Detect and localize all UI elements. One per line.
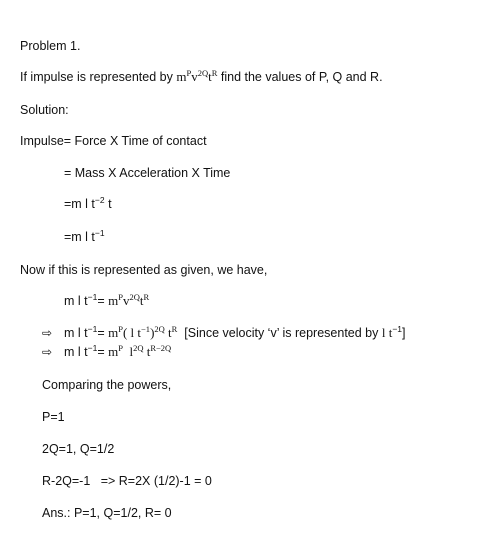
r-result: R-2Q=-1 => R=2X (1/2)-1 = 0 xyxy=(42,474,212,488)
dimension-step-2: =m l $t^{-1}$ xyxy=(64,228,105,244)
mass-acceleration-time: = Mass X Acceleration X Time xyxy=(64,166,231,180)
p-result: P=1 xyxy=(42,410,65,424)
problem-heading: Problem 1. xyxy=(20,39,81,53)
comparing-powers: Comparing the powers, xyxy=(42,378,172,392)
solution-label: Solution: xyxy=(20,103,69,117)
statement-text-after: find the values of P, Q and R. xyxy=(220,70,383,84)
impulse-definition: Impulse= Force X Time of contact xyxy=(20,134,207,148)
now-represented-text: Now if this is represented as given, we have, xyxy=(20,263,268,277)
velocity-note: [Since velocity ‘v’ is represented by l $t^{-1}$] xyxy=(184,324,406,340)
implies-arrow-icon: ⇨ xyxy=(42,326,53,340)
statement-text-before: If impulse is represented by xyxy=(20,70,173,84)
impulse-expression: $m^Pv^{2Q}t^R$ xyxy=(176,68,218,84)
equation-3: ⇨ m l $t^{-1}= m^P$ $l^{2Q}$ $t^{R-2Q}$ xyxy=(42,343,172,359)
equation-1: m l $t^{-1}= m^Pv^{2Q}t^R$ xyxy=(64,292,150,308)
equation-2: ⇨ m l $t^{-1}= m^P$( l $t^{-1})^{2Q}$ $t^R$ [Since velocity ‘v’ is represented by l $t^{-1}$] xyxy=(42,324,406,340)
implies-arrow-icon: ⇨ xyxy=(42,345,53,359)
q-result: 2Q=1, Q=1/2 xyxy=(42,442,115,456)
dimension-step-1: =m l $t^{-2}$ t xyxy=(64,195,112,211)
final-answer: Ans.: P=1, Q=1/2, R= 0 xyxy=(42,506,172,520)
problem-statement xyxy=(20,69,383,85)
